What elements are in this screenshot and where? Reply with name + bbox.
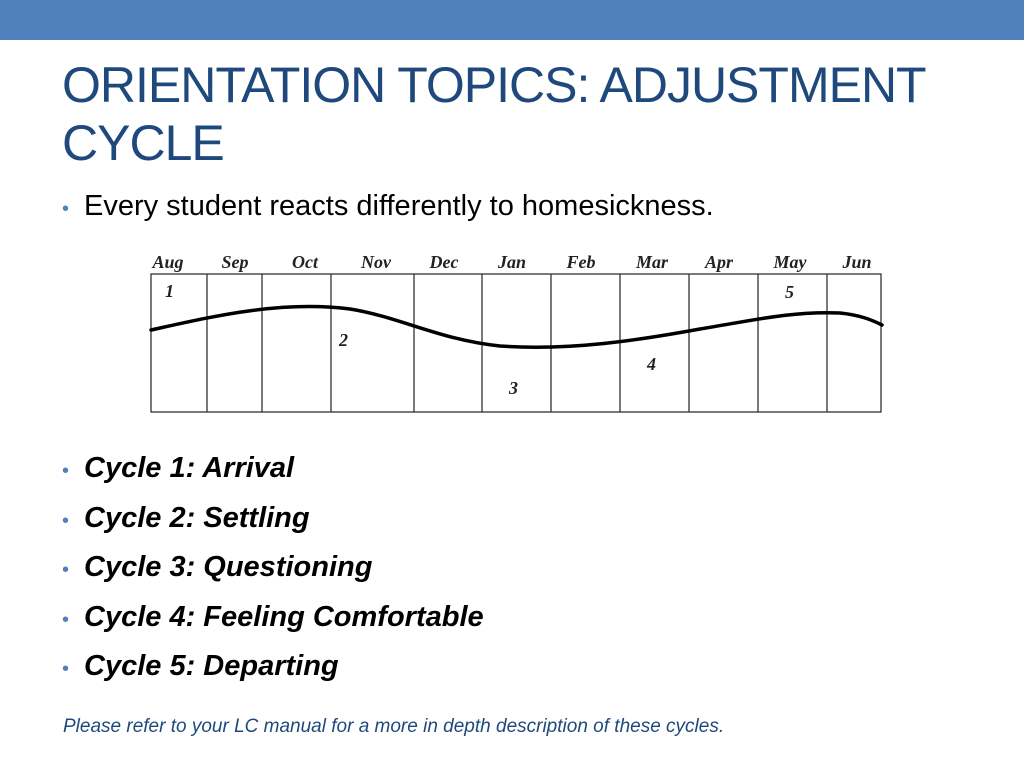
cycle-markers <box>165 281 794 398</box>
cycle-marker-1: 1 <box>165 281 174 301</box>
month-labels <box>151 252 871 272</box>
cycle-list <box>62 452 484 700</box>
month-label-nov: Nov <box>361 252 391 272</box>
slide-title-line-2: CYCLE <box>62 115 224 171</box>
cycle-marker-4: 4 <box>647 354 656 374</box>
slide-title-line-1: ORIENTATION TOPICS: ADJUSTMENT <box>62 57 926 113</box>
cycle-item-2 <box>62 502 484 552</box>
month-label-oct: Oct <box>292 252 318 272</box>
month-label-jan: Jan <box>497 252 527 272</box>
bullet-icon: • <box>62 559 70 581</box>
bullet-icon: • <box>62 460 70 482</box>
cycle-marker-3: 3 <box>509 378 518 398</box>
bullet-icon: • <box>62 509 70 532</box>
intro-text: Every student reacts differently to homesickness. <box>84 190 714 222</box>
month-label-apr: Apr <box>704 252 734 272</box>
bullet-icon: • <box>62 198 70 220</box>
bullet-icon: • <box>62 608 70 631</box>
bullet-icon: • <box>62 658 70 680</box>
cycle-item-text: Cycle 4: Feeling Comfortable <box>84 600 484 633</box>
footnote: Please refer to your LC manual for a more in depth description of these cycles. <box>63 716 725 737</box>
cycle-item-text: Cycle 5: Departing <box>84 650 339 682</box>
month-label-dec: Dec <box>429 252 459 272</box>
cycle-item-3 <box>62 551 484 601</box>
month-label-jun: Jun <box>842 252 872 272</box>
month-label-feb: Feb <box>566 252 596 272</box>
cycle-item-text: Cycle 1: Arrival <box>84 452 295 484</box>
cycle-item-1 <box>62 452 484 502</box>
intro-bullet <box>62 190 714 223</box>
month-label-mar: Mar <box>635 252 669 272</box>
top-accent-bar <box>0 0 1024 40</box>
cycle-marker-2: 2 <box>339 330 348 350</box>
cycle-item-text: Cycle 2: Settling <box>84 501 310 534</box>
cycle-item-4 <box>62 601 484 651</box>
slide-title <box>62 56 982 172</box>
cycle-item-text: Cycle 3: Questioning <box>84 551 373 583</box>
month-label-aug: Aug <box>152 252 184 272</box>
cycle-item-5 <box>62 650 484 700</box>
adjustment-curve <box>151 306 882 347</box>
cycle-marker-5: 5 <box>785 282 794 302</box>
month-label-may: May <box>773 252 807 272</box>
month-label-sep: Sep <box>221 252 249 272</box>
adjustment-cycle-diagram <box>140 245 890 417</box>
